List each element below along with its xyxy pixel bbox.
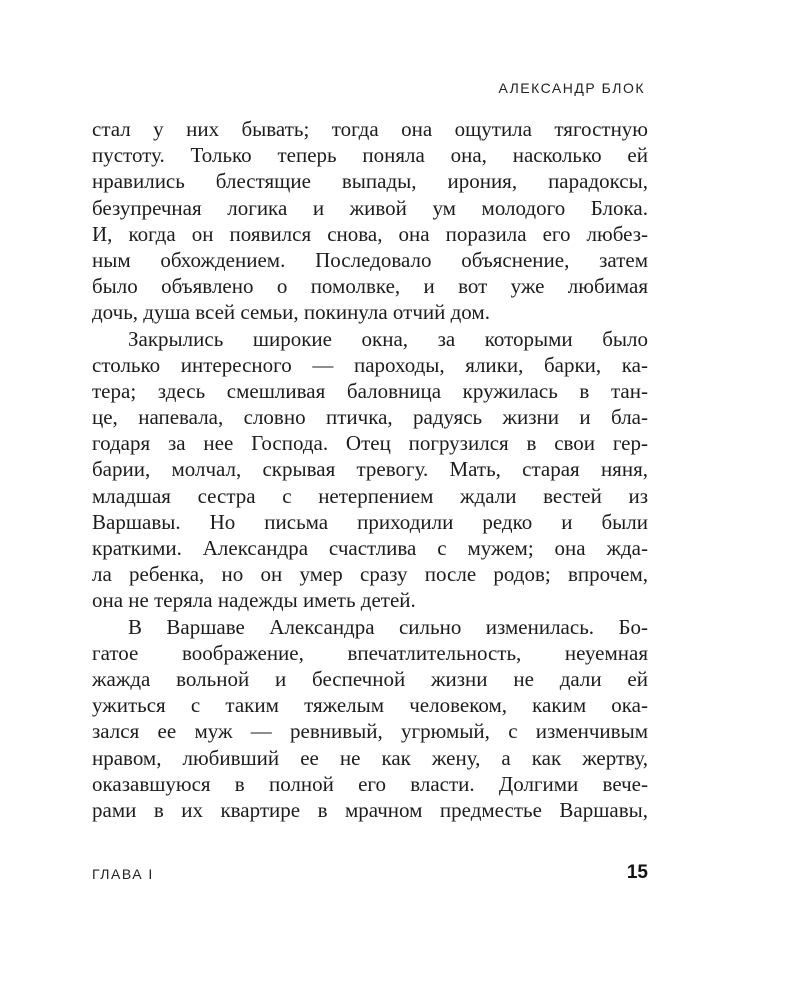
text-line: краткими. Александра счастлива с мужем; она жда- <box>92 536 648 560</box>
running-footer-chapter: ГЛАВА I <box>92 866 154 882</box>
text-line: пустоту. Только теперь поняла она, насколько ей <box>92 143 648 168</box>
text-line: нравились блестящие выпады, ирония, парадоксы, <box>92 169 648 194</box>
text-line: И, когда он появился снова, она поразила его любез- <box>92 221 648 246</box>
body-text <box>92 116 648 823</box>
text-line: оказавшуюся в полной его власти. Долгими вече- <box>92 771 648 796</box>
text-line: Варшавы. Но письма приходили редко и были <box>92 509 648 534</box>
text-line: младшая сестра с нетерпением ждали вестей из <box>92 483 648 508</box>
text-line: Закрылись широкие окна, за которыми было <box>128 326 648 351</box>
text-line: рами в их квартире в мрачном предместье Варшавы, <box>92 797 648 822</box>
paragraph-2 <box>92 326 648 614</box>
text-line: безупречная логика и живой ум молодого Блока. <box>92 195 648 220</box>
text-line: це, напевала, словно птичка, радуясь жизни и бла- <box>92 405 648 430</box>
text-line: нравом, любивший ее не как жену, а как жертву, <box>92 745 648 770</box>
text-line: зался ее муж — ревнивый, угрюмый, с изменчивым <box>92 719 648 744</box>
text-line: она не теряла надежды иметь детей. <box>92 588 416 613</box>
text-line: годаря за нее Господа. Отец погрузился в свои гер- <box>92 431 648 456</box>
paragraph-3 <box>92 614 648 824</box>
paragraph-1 <box>92 116 648 326</box>
text-line: стал у них бывать; тогда она ощутила тягостную <box>92 117 648 141</box>
text-line: ужиться с таким тяжелым человеком, каким ока- <box>92 693 648 718</box>
text-line: было объявлено о помолвке, и вот уже любимая <box>92 274 648 299</box>
text-line: столько интересного — пароходы, ялики, барки, ка- <box>92 352 648 377</box>
text-line: дочь, душа всей семьи, покинула отчий дом. <box>92 300 490 325</box>
page-number: 15 <box>626 862 648 883</box>
text-line: тера; здесь смешливая баловница кружилась в тан- <box>92 378 648 403</box>
text-line: гатое воображение, впечатлительность, неуемная <box>92 640 648 665</box>
text-line: В Варшаве Александра сильно изменилась. Бо- <box>128 614 648 639</box>
running-header-author: АЛЕКСАНДР БЛОК <box>498 80 645 96</box>
text-line: ным обхождением. Последовало объяснение, затем <box>92 247 648 272</box>
text-line: барии, молчал, скрывая тревогу. Мать, старая няня, <box>92 457 648 482</box>
text-line: жажда вольной и беспечной жизни не дали ей <box>92 666 648 691</box>
text-line: ла ребенка, но он умер сразу после родов; впрочем, <box>92 562 648 587</box>
